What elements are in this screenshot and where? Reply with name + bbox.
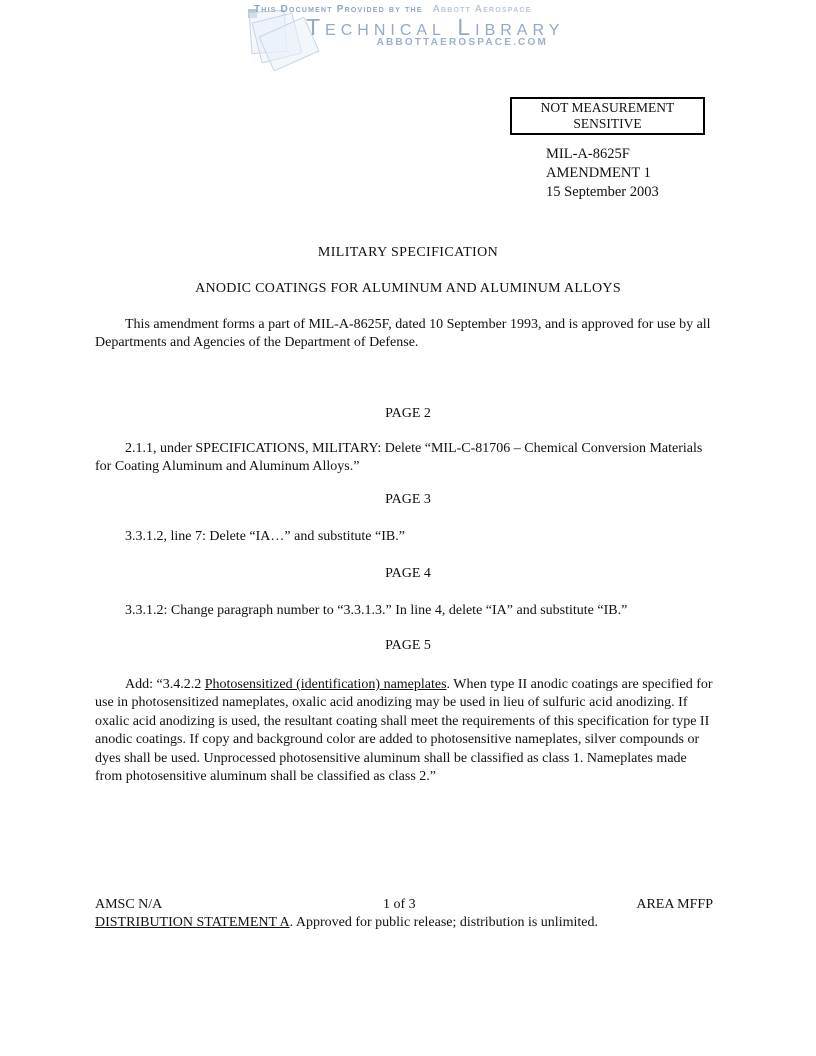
- provided-by-text: This Document Provided by the: [254, 4, 423, 15]
- watermark-site-url: ABBOTTAEROSPACE.COM: [376, 37, 548, 48]
- page5-underlined-title: Photosensitized (identification) nameplates: [204, 677, 447, 692]
- page5-body-rest: . When type II anodic coatings are specified for use in photosensitized nameplates, oxalic acid anodizing may be used in lieu of sulfuric acid anodizing. If oxalic acid anodizing is used, the resultant coating shall meet the requirements of this specification for type II anodic coatings. If copy and background color are added to photosensitive nameplates, silver compounds or dyes shall be used. Unprocessed photosensitive aluminum shall be classified as class 1. Nameplates made from photosensitive aluminum shall be classified as class 2.”: [95, 677, 713, 785]
- not-measurement-sensitive-stamp: [510, 97, 705, 135]
- section-body-page5: [95, 676, 713, 786]
- distribution-statement-label: DISTRIBUTION STATEMENT A: [95, 915, 290, 930]
- section-body-page4: 3.3.1.2: Change paragraph number to “3.3.1.3.” In line 4, delete “IA” and substitute “IB.”: [125, 603, 628, 618]
- section-heading-page4: PAGE 4: [385, 566, 431, 581]
- document-number: MIL-A-8625F: [546, 146, 630, 162]
- section-heading-page5: PAGE 5: [385, 638, 431, 653]
- footer-page-number: 1 of 3: [382, 897, 416, 912]
- page5-body-prefix: Add: “3.4.2.2: [125, 677, 205, 692]
- footer-amsc: AMSC N/A: [95, 897, 163, 912]
- amendment-number: AMENDMENT 1: [546, 165, 651, 181]
- technical-library-title: Technical Library: [306, 14, 565, 40]
- stamp-line1: NOT MEASUREMENT: [540, 99, 675, 115]
- spec-type-heading: MILITARY SPECIFICATION: [317, 245, 499, 260]
- brand-text: Abbott Aerospace: [432, 4, 532, 15]
- stamp-line2: SENSITIVE: [573, 116, 642, 131]
- spec-title-heading: ANODIC COATINGS FOR ALUMINUM AND ALUMINUM ALLOYS: [195, 281, 621, 296]
- section-heading-page3: PAGE 3: [385, 492, 431, 507]
- abbott-aerospace-watermark: [246, 3, 565, 61]
- document-id-block: [546, 145, 659, 202]
- document-date: 15 September 2003: [546, 184, 659, 200]
- section-body-page2: 2.1.1, under SPECIFICATIONS, MILITARY: Delete “MIL-C-81706 – Chemical Conversion Materials for Coating Aluminum and Aluminum Alloys.”: [95, 441, 703, 475]
- section-body-page3: 3.3.1.2, line 7: Delete “IA…” and substitute “IB.”: [125, 529, 405, 544]
- distribution-statement-rest: . Approved for public release; distribution is unlimited.: [289, 915, 598, 930]
- intro-paragraph: This amendment forms a part of MIL-A-8625F, dated 10 September 1993, and is approved for use by all Departments and Agencies of the Department of Defense.: [95, 317, 711, 351]
- section-heading-page2: PAGE 2: [385, 406, 431, 421]
- footer-area: AREA MFFP: [636, 897, 713, 912]
- footer-row: [95, 897, 713, 913]
- distribution-statement: [95, 915, 735, 931]
